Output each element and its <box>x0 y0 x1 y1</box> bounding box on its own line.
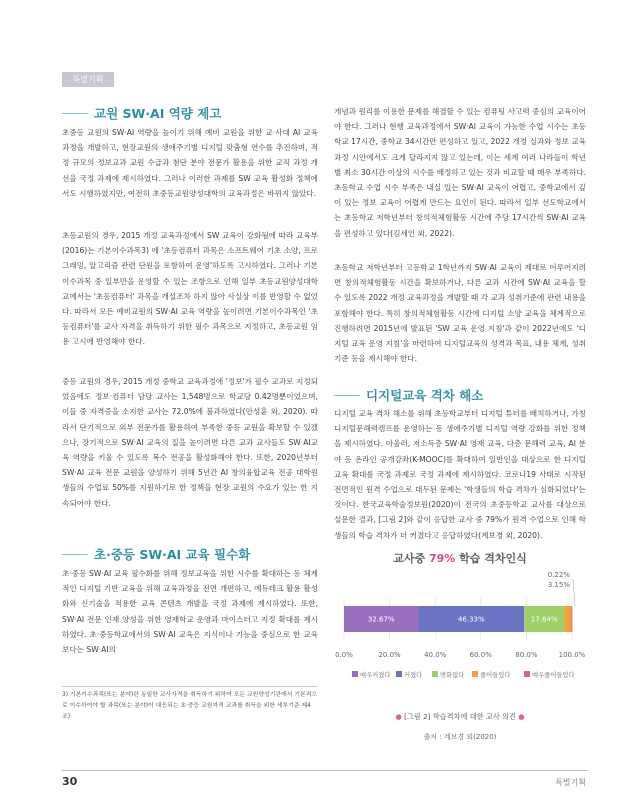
page-number: 30 <box>62 775 78 788</box>
paragraph-6: 초등학교 저학년부터 고등학교 1학년까지 SW·AI 교육이 제대로 이루어지려면 창의적체험활동 시간을 확보하거나, 다른 교과 시간에 SW·AI 교육을 할 수 있도록 2022 개정 교육과정을 개발할 때 각 교과 성취기준에 관련 내용을 포함해야 한다. 특히 창의적체험활동 시간에 디지털 소양 교육을 체계적으로 진행하려면 2015년에 발표된 'SW 교육 운영 지침'과 같이 2022년에도 '디지털 교육 운영 지침'을 마련하여 디지털교육의 성격과 목표, 내용 체계, 성취기준 등을 제시해야 한다. <box>334 263 586 364</box>
paragraph-7: 디지털 교육 격차 해소를 위해 초등학교부터 디지털 튜터를 배치하거나, 가칭 디지털문해력캠프를 운영하는 등 생애주기별 디지털 역량 강화를 위한 정책을 제시하였다. 아울러, 저소득층 SW·AI 영재 교육, 다층 문해력 교육, AI 분야 등 온라인 공개강좌(K-MOOC)를 확대하여 일반인을 대상으로 한 디지털 교육 확대를 국정 과제로 국정 과제에 제시하였다. 코로나19 사태로 시작된 전면적인 원격 수업으로 대두된 문제는 '학생들의 학습 격차가 심화되었다'는 것이다. 한국교육학술정보원(2020)이 전국의 초중등학교 교사를 대상으로 설문한 결과, [그림 2]와 같이 응답한 교사 중 79%가 원격 수업으로 인해 학생들의 학습 격차가 더 커졌다고 응답하였다(계보경 외, 2020). <box>334 409 586 540</box>
section-title-required <box>62 545 250 563</box>
title-rule <box>334 395 360 396</box>
footnote: 3) 기본이수과목(또는 분야)란 동일한 교사자격을 취득하기 위하여 모든 교원양성기관에서 기본적으로 이수하여야 할 과목(또는 분야)이 대응되는 초·중등 교원자격 교과를 취득을 위한 세부기준 제4조) <box>62 692 318 720</box>
paragraph-2: 초등교원의 경우, 2015 개정 교육과정에서 SW 교육이 강화됨에 따라 교육부(2016)는 기본이수과목3) 에 '초등컴퓨터 과목은 소프트웨어 기초 소양, 프로그래밍, 알고리즘 관련 단원을 포함하여 운영'하도록 고시하였다. 그러나 기본이수과목 중 일부만을 운영할 수 있는 조항으로 인해 일부 초등교원양성대학교에서는 '초등컴퓨터' 과목을 개설조차 하지 않아 사실상 이를 반영할 수 없었다. 따라서 모든 예비교원의 SW·AI 교육 역량을 높이려면 기본이수과목인 '초등컴퓨터'를 교사 자격을 취득하기 위한 필수 과목으로 지정하고, 초등교원 임용 고시에 반영해야 한다. <box>62 231 318 347</box>
label-leader-line <box>573 579 575 606</box>
chart-title-highlight: 79% <box>428 552 456 565</box>
legend-label: 커졌다 <box>404 672 423 679</box>
chart-title-prefix: 교사중 <box>393 552 429 565</box>
section-title-gap <box>334 386 483 404</box>
x-tick-label: 100.0% <box>558 651 586 659</box>
x-tick-label: 40.0% <box>424 651 447 659</box>
bar-data-label: 3.15% <box>547 581 570 589</box>
stacked-bar-chart <box>334 563 586 708</box>
legend-swatch <box>472 671 478 677</box>
legend-swatch <box>396 671 402 677</box>
footer-divider <box>62 770 588 771</box>
figure-caption <box>334 712 586 722</box>
title-rule <box>62 113 88 114</box>
paragraph-4: 초·중등 SW·AI 교육 필수화를 위해 정보교육을 위한 시수를 확대하는 등 체계적인 디지털 기반 교육을 위해 교육과정을 전면 개편하고, 에듀테크 활용 활성화와 신기술을 적용한 교육 콘텐츠 개발을 국정 과제에 제시하였다. 또한, SW·AI 전문 인재 양성을 위한 영재학교 운영과 마이스터고 지정 확대를 제시하였다. 초·중등학교에서의 SW·AI 교육은 지식이나 기능을 중심으로 한 교육보다는 SW·AI의 <box>62 569 318 655</box>
bar-segment <box>564 606 571 632</box>
paragraph-3: 중등 교원의 경우, 2015 개정 중학교 교육과정에 '정보'가 필수 교과로 지정되었음에도 정보·컴퓨터 담당 교사는 1,548명으로 학교당 0.42명뿐이었으며, 이들 중 자격증을 소지한 교사는 72.0%에 불과하였다(안성훈 외, 2020). 따라서 단기적으로 외부 전문가를 활용하여 부족한 중등 교원을 확보할 수 있겠으나, 장기적으로 SW·AI 교육의 질을 높이려면 다른 교과 교사들도 SW·AI교육 역량을 키울 수 있도록 복수 전공을 활성화해야 한다. 또한, 2020년부터 SW·AI 교육 전문 교원을 양성하기 위해 5년간 AI 창의융합교육 전공 대학원생들의 수업료 50%를 지원하기로 한 정책을 현장 교원의 수요가 있는 한 지속되어야 한다. <box>62 377 318 508</box>
legend-label: 줄어들었다 <box>480 672 511 679</box>
figure-source: 출처 : 계보경 외(2020) <box>423 733 497 741</box>
legend-label: 매우줄어들었다 <box>532 672 575 679</box>
caption-text: [그림 2] 학습격차에 대한 교사 의견 <box>404 712 516 721</box>
x-tick-label: 80.0% <box>515 651 538 659</box>
x-tick-label: 20.0% <box>378 651 401 659</box>
bar-data-label: 32.67% <box>367 615 395 624</box>
legend-label: 변화없다 <box>440 672 465 679</box>
legend-swatch <box>524 671 530 677</box>
caption-bullet-icon: ● <box>395 712 402 721</box>
footnote-divider <box>62 686 318 687</box>
section-title-text: 초·중등 SW·AI 교육 필수화 <box>94 547 251 562</box>
bar-segment <box>572 606 573 632</box>
bar-data-label: 17.64% <box>530 615 558 624</box>
legend-swatch <box>432 671 438 677</box>
bar-data-label: 46.33% <box>457 615 485 624</box>
chart-title-suffix: 학습 격차인식 <box>455 552 527 565</box>
x-tick-label: 0.0% <box>335 651 353 659</box>
caption-bullet-icon: ● <box>518 712 525 721</box>
paragraph-5: 개념과 원리를 이용한 문제를 해결할 수 있는 컴퓨팅 사고력 중심의 교육이어야 한다. 그러나 현행 교육과정에서 SW·AI 교육이 가능한 수업 시수는 초등학교 17시간, 중학교 34시간만 편성하고 있고, 2022 개정 실과와 정보 교육과정 시안에서도 크게 달라지지 않고 있는데, 이는 세계 여러 나라들이 학년별 최소 30시간 이상의 시수를 배정하고 있는 것과 비교할 때 매우 부족하다. 초등학교 수업 시수 부족은 내실 있는 SW·AI 교육이 어렵고, 중학교에서 깊이 있는 정보 교육이 어렵게 만드는 요인이 된다. 따라서 일부 선도학교에서는 초등학교 저학년부터 창의적체험활동 시간에 주당 17시간씩 SW·AI 교육을 편성하고 있다(김세인 외, 2022). <box>334 107 586 238</box>
section-title-text: 디지털교육 격차 해소 <box>366 388 484 403</box>
section-tag: 특별기획 <box>62 72 114 87</box>
x-tick-label: 60.0% <box>469 651 492 659</box>
section-title-teacher <box>62 104 221 122</box>
legend-swatch <box>352 671 358 677</box>
title-rule <box>62 554 88 555</box>
footer-section: 특별기획 <box>555 778 586 787</box>
paragraph-1: 초중등 교원의 SW·AI 역량을 높이기 위해 예비 교원을 위한 교·사대 AI 교육과정을 개발하고, 현장교원의 생애주기별 디지털 맞춤형 연수를 추진하며, 적정 규모의 정보교과 교원 수급과 첨단 분야 전문가 활용을 위한 교직 과정 개선을 국정 과제에 제시하였다. 그러나 이러한 과제를 SW 교육 활성화 정책에서도 시행하였지만, 여전히 초중등교원양성대학의 교육과정은 바뀌지 않았다. <box>62 128 318 198</box>
section-title-text: 교원 SW·AI 역량 제고 <box>94 106 222 121</box>
legend-label: 매우커졌다 <box>360 672 391 679</box>
bar-data-label: 0.22% <box>547 571 570 579</box>
